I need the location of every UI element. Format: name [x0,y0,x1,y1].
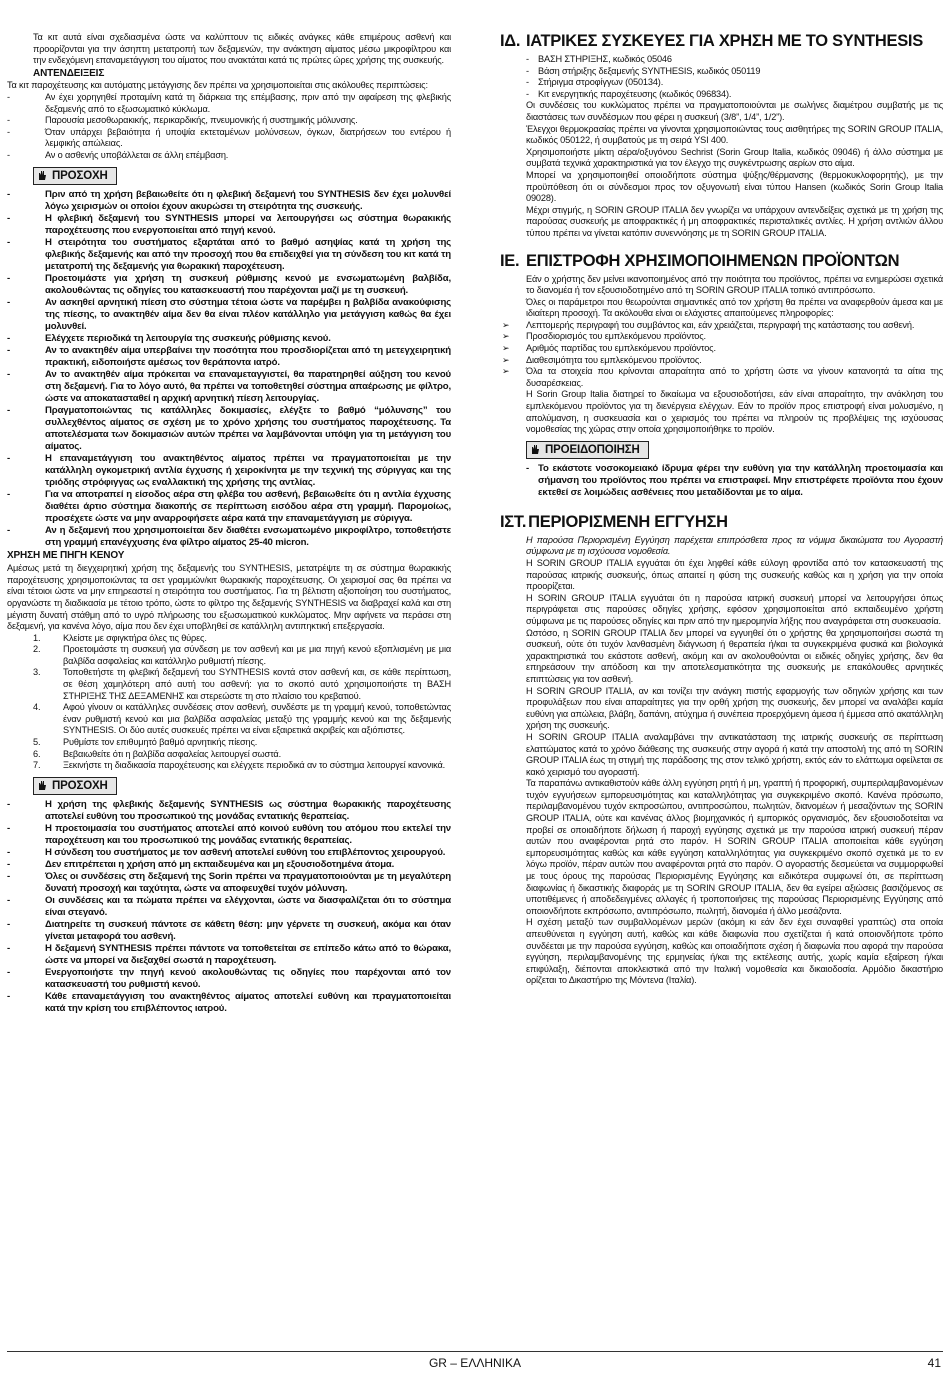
warning-item: - Η σύνδεση του συστήματος με τον ασθενή αποτελεί ευθύνη του επιβλέποντος χειρουργού. [7,846,446,858]
return-paragraph: Εάν ο χρήστης δεν μείνει ικανοποιημένος από την ποιότητα του προϊόντος, πρέπει να ενημερώσει σχετικά το διανομέα ή τον εξουσιοδοτημένο από τη SORIN GROUP ITALIA τοπικό αντιπρόσωπο. [526,273,943,296]
warning-badge [33,777,117,795]
left-column [7,32,451,1015]
warning-item: - Η δεξαμενή SYNTHESIS πρέπει πάντοτε να τοποθετείται σε επίπεδο κάτω από το θώρακα, ώστε να μπορεί να διεξαχθεί σωστά η παροχέτευση. [7,942,451,966]
hand-icon [531,444,540,455]
device-item: - ΒΑΣΗ ΣΤΗΡΙΞΗΣ, κωδικός 05046 [526,54,672,64]
step-item: 7. Ξεκινήστε τη διαδικασία παροχέτευσης και ελέγχετε περιοδικά αν το σύστημα λειτουργεί κανονικά. [33,760,446,771]
step-item: 1. Κλείστε με σφιγκτήρα όλες τις θύρες. [33,632,207,643]
footer-language: GR – ΕΛΛΗΝΙΚΑ [428,1356,522,1370]
warning-label: ΠΡΟΣΟΧΗ [52,779,108,792]
return-info-list [500,320,943,390]
contraindication-item: - Παρουσία μεσοθωρακικής, περικαρδικής, πνευμονικής ή συστημικής μόλυνσης. [7,115,358,126]
hand-icon [38,780,47,791]
return-info-item: ➢ Όλα τα στοιχεία που κρίνονται απαραίτητα από το χρήστη ώστε να γίνουν κατανοητά τα αίτια της δυσαρέσκειας. [502,366,943,388]
section-title: ΕΠΙΣΤΡΟΦΗ ΧΡΗΣΙΜΟΠΟΙΗΜΕΝΩΝ ΠΡΟΪΟΝΤΩΝ [526,251,900,270]
section-heading [500,252,943,270]
warning-item: - Ελέγχετε περιοδικά τη λειτουργία της συσκευής ρύθμισης κενού. [7,332,331,344]
warranty-intro: Η παρούσα Περιορισμένη Εγγύηση παρέχεται επιπρόσθετα προς τα νόμιμα δικαιώματα του Αγοραστή σύμφωνα με τη ισχύουσα νομοθεσία. [526,534,943,557]
warning-item: - Πριν από τη χρήση βεβαιωθείτε ότι η φλεβική δεξαμενή του SYNTHESIS δεν έχει μολυνθεί λόγω χειρισμών οι οποίοι έχουν ακυρώσει τη στειρότητα της συσκευής. [7,188,451,212]
arrow-bullet-icon: ➢ [502,343,510,354]
arrow-bullet-icon: ➢ [502,366,510,377]
intro-paragraph: Τα κιτ αυτά είναι σχεδιασμένα ώστε να καλύπτουν τις ειδικές ανάγκες κάθε επιμέρους ασθενή και προορίζονται για την άσηπτη μετατροπή των δεξαμενών, την ανάκτηση αίματος μέσω μικροφίλτρου και την ενδεχόμενη επαναμετάγγιση του αίματος που ανακτάται κατά τις πρώτες ώρες χρήσης της συσκευής. [33,32,451,66]
warning-item: - Κάθε επαναμετάγγιση του ανακτηθέντος αίματος αποτελεί ευθύνη και πραγματοποιείται κατά την κρίση του επιβλέποντος ιατρού. [7,990,451,1014]
warning-item: - Προετοιμάστε για χρήση τη συσκευή ρύθμισης κενού με ενσωματωμένη βαλβίδα, ακολουθώντας τις οδηγίες του κατασκευαστή που παρέχονται μαζί με τη συσκευή. [7,272,451,296]
devices-paragraph: Χρησιμοποιήστε μίκτη αέρα/οξυγόνου Sechrist (Sorin Group Italia, κωδικός 09046) ή άλλο σύστημα με συμβατά τεχνικά χαρακτηριστικά για τον έλεγχο της συγκέντρωσης αερίων στο αίμα. [526,146,943,169]
notice-label: ΠΡΟΕΙΔΟΠΟΙΗΣΗ [545,443,640,456]
devices-list [500,54,943,100]
warning-badge [33,167,117,185]
step-item: 6. Βεβαιωθείτε ότι η βαλβίδα ασφαλείας λειτουργεί σωστά. [33,748,281,759]
contraindication-item: - Αν ο ασθενής υποβάλλεται σε άλλη επέμβαση. [7,149,229,160]
section-heading [500,32,943,50]
devices-paragraphs [500,100,943,239]
return-paragraphs [500,274,943,320]
section-title: ΠΕΡΙΟΡΙΣΜΕΝΗ ΕΓΓΥΗΣΗ [528,512,728,531]
notice-badge [526,441,649,459]
return-paragraph: Όλες οι παράμετροι που θεωρούνται σημαντικές από τον χρήστη θα πρέπει να αναφερθούν άμεσα και με ιδιαίτερη προσοχή. Τα ακόλουθα είναι οι ελάχιστες απαιτούμενες πληροφορίες: [526,296,943,319]
step-item: 3. Τοποθετήστε τη φλεβική δεξαμενή του SYNTHESIS κοντά στον ασθενή και, σε κάθε περίπτωση, σε θέση χαμηλότερη από αυτή του ασθενή: για το σκοπό αυτό χρησιμοποιήστε τη ΒΑΣΗ ΣΤΗΡΙΞΗΣ ΤΗΣ ΔΕΞΑΜΕΝΗΣ και στερεώστε τη στο πλαίσιο του κρεβατιού. [33,667,451,701]
devices-paragraph: Οι συνδέσεις του κυκλώματος πρέπει να πραγματοποιούνται με σωλήνες διαμέτρου συμβατής με τις διαστάσεις των συνδέσμων που φέρει η συσκευή (3/8”, 1/4”, 1/2”). [526,100,943,122]
page-number: 41 [927,1356,941,1370]
warranty-paragraph: Η SORIN GROUP ITALIA εγγυάται ότι η παρούσα ιατρική συσκευή μπορεί να λειτουργήσει όπως περιγράφεται στις παρούσες οδηγίες χρήσης, εφόσον χρησιμοποιείται από εκπαιδευμένο χρήστη σύμφωνα με τις παρούσες οδηγίες και πριν από την ημερομηνία λήξης που αναγράφεται στη συσκευασία. [526,592,943,626]
devices-paragraph: Μπορεί να χρησιμοποιηθεί οποιοδήποτε σύστημα ψύξης/θέρμανσης (θερμοκυκλοφορητής), με την προϋπόθεση ότι οι σύνδεσμοι προς τον οξυγονωτή είναι τύπου Hansen (κωδικός Sorin Group Italia 09028). [526,169,943,204]
warning-item: - Όλες οι συνδέσεις στη δεξαμενή της Sorin πρέπει να πραγματοποιούνται με τη μεγαλύτερη δυνατή προσοχή και ταχύτητα, ώστε να αποφευχθεί τυχόν μόλυνση. [7,870,451,894]
arrow-bullet-icon: ➢ [502,354,510,365]
warranty-paragraph: Η σχέση μεταξύ των συμβαλλομένων μερών (ακόμη κι εάν δεν έχει συναφθεί γραπτώς) στα οποία απευθύνεται η εγγύηση αυτή, καθώς και κάθε διαφωνία που σχετίζεται ή κατά οποιονδήποτε τρόπο συνδέεται με την παρούσα εγγύηση, καθώς και οποιαδήποτε σχέση ή διαφωνία που αφορά την παρούσα εγγύηση, περιλαμβανομένης της ερμηνείας ή/και της εκτέλεσης αυτής, χωρίς καμία εξαίρεση ή/και επιφύλαξη, διέπονται αποκλειστικά από την Ιταλική νομοθεσία και δικαιοδοσία. Αρμόδιο δικαστήριο ορίζεται το Δικαστήριο της Μόντενα (Ιταλία). [526,917,943,986]
warning-list [7,189,451,549]
device-item: - Βάση στήριξης δεξαμενής SYNTHESIS, κωδικός 050119 [526,65,761,76]
warranty-paragraph: Η SORIN GROUP ITALIA, αν και τονίζει την ανάγκη πιστής εφαρμογής των οδηγιών χρήσης και των προφυλάξεων που είναι απαραίτητες για την ορθή χρήση της συσκευής, δεν μπορεί να αναλάβει καμία ευθύνη για απώλεια, βλάβη, δαπάνη, ατύχημα ή συνέπεια προερχόμενη άμεσα ή έμμεσα από ακατάλληλη χρήση της συσκευής. [526,685,943,731]
return-info-item: ➢ Διαθεσιμότητα του εμπλεκόμενου προϊόντος. [502,354,702,365]
warning-item: - Αν η δεξαμενή που χρησιμοποιείται δεν διαθέτει ενσωματωμένο μικροφίλτρο, τοποθετήστε στη γραμμή επανέγχυσης ένα φίλτρο αίματος 25-40 micron. [7,524,451,548]
section-number: ΙΔ. [500,32,521,50]
warning-item: - Αν το ανακτηθέν αίμα υπερβαίνει την ποσότητα που προσδιορίζεται από τη μετεγχειρητική πρακτική, ειδοποιήστε αμέσως τον θεράποντα ιατρό. [7,344,451,368]
warning-item: - Πραγματοποιώντας τις κατάλληλες δοκιμασίες, ελέγξτε το βαθμό “μόλυνσης” του συλλεχθέντος αίματος σε σχέση με το χρόνο χρήσης του συστήματος παροχέτευσης. Τα αποτελέσματα των δοκιμασιών αυτών πρέπει να λαμβάνονται υπόψη για τη μετάγγιση του αίματος. [7,404,451,452]
section-number: ΙΕ. [500,251,520,270]
warranty-paragraph: Η SORIN GROUP ITALIA αναλαμβάνει την αντικατάσταση της ιατρικής συσκευής σε περίπτωση ελαττώματος κατά το χρόνο διάθεσης της συσκευής στην αγορά ή κατά την αποστολή της από τη SORIN GROUP ITALIA έως τη στιγμή της παράδοσης της στον τελικό χρήστη, εκτός εάν το ελάττωμα οφείλεται σε κακό χειρισμό του αγοραστή. [526,731,943,777]
warning-label: ΠΡΟΣΟΧΗ [52,169,108,182]
warning-item: - Δεν επιτρέπεται η χρήση από μη εκπαιδευμένα και μη εξουσιοδοτημένα άτομα. [7,858,395,870]
notice-item: - Το εκάστοτε νοσοκομειακό ίδρυμα φέρει την ευθύνη για την κατάλληλη προετοιμασία και σήμανση του προϊόντος που πρέπει να επιστραφεί. Μην επιστρέφετε προϊόντα που έχουν εκτεθεί σε λοιμώδεις ασθένειες που μεταδίδονται με το αίμα. [526,462,943,498]
devices-paragraph: Μέχρι στιγμής, η SORIN GROUP ITALIA δεν γνωρίζει να υπάρχουν αντενδείξεις σχετικά με τη χρήση της παρούσας συσκευής με αποφρακτικές ή μη αποφρακτικές περισταλτικές αντλίες. Η χρήση αντλιών άλλου τύπου πρέπει να γίνεται κατόπιν συνεννόησης με τη SORIN GROUP ITALIA. [526,204,943,238]
step-item: 4. Αφού γίνουν οι κατάλληλες συνδέσεις στον ασθενή, συνδέστε με τη γραμμή κενού, τοποθετώντας έναν ρυθμιστή κενού και μια βαλβίδα ασφαλείας μεταξύ της γραμμής κενού και της δεξαμενής SYNTHESIS. Οι δύο αυτές συσκευές πρέπει να είναι εξαιρετικά ακριβείς και αξιόπιστες. [33,702,451,736]
hand-icon [38,170,47,181]
step-item: 5. Ρυθμίστε τον επιθυμητό βαθμό αρνητικής πίεσης. [33,737,258,748]
warning-item: - Η προετοιμασία του συστήματος αποτελεί από κοινού ευθύνη του ατόμου που εκτελεί την παροχέτευση και του προσωπικού της μονάδας εντατικής θεραπείας. [7,822,451,846]
arrow-bullet-icon: ➢ [502,319,510,330]
right-column [500,32,943,987]
warning-item: - Ενεργοποιήστε την πηγή κενού ακολουθώντας τις οδηγίες που παρέχονται από τον κατασκευαστή του ρυθμιστή κενού. [7,966,451,990]
section-title: ΙΑΤΡΙΚΕΣ ΣΥΣΚΕΥΕΣ ΓΙΑ ΧΡΗΣΗ ΜΕ ΤΟ SYNTHESIS [526,32,923,50]
step-item: 2. Προετοιμάστε τη συσκευή για σύνδεση με τον ασθενή και με μια πηγή κενού εξοπλισμένη με μια βαλβίδα ασφαλείας και κατάλληλο ρυθμιστή πίεσης. [33,644,451,666]
warranty-paragraphs [500,558,943,987]
return-info-item: ➢ Λεπτομερής περιγραφή του συμβάντος και, εάν χρειάζεται, περιγραφή της κατάστασης του ασθενή. [502,319,915,330]
warning-item: - Η χρήση της φλεβικής δεξαμενής SYNTHESIS ως σύστημα θωρακικής παροχέτευσης αποτελεί ευθύνη του προσωπικού της μονάδας εντατικής θεραπείας. [7,798,451,822]
section-heading [500,513,943,531]
steps-list [7,633,451,772]
contraindications-text: Τα κιτ παροχέτευσης και αυτόματης μετάγγισης δεν πρέπει να χρησιμοποιείται στις ακόλουθες περιπτώσεις: [7,80,428,91]
devices-paragraph: Έλεγχοι θερμοκρασίας πρέπει να γίνονται χρησιμοποιώντας τους αισθητήρες της SORIN GROUP ITALIA, κωδικός 050122, ή συμβατούς με τη σειρά YSI 400. [526,123,943,146]
device-item: - Κιτ ενεργητικής παροχέτευσης (κωδικός 096834). [526,88,732,99]
warranty-paragraph: Ωστόσο, η SORIN GROUP ITALIA δεν μπορεί να εγγυηθεί ότι ο χρήστης θα χρησιμοποιήσει σωστά τη συσκευή, ούτε ότι τυχόν λανθασμένη διάγνωση ή θεραπεία ή/και τα συγκεκριμένα φυσικά και βιολογικά χαρακτηριστικά του εκάστοτε ασθενή, ακόμη και αν ακολουθούνται οι ειδικές οδηγίες χρήσης, δεν θα επηρεάσουν την απόδοση και την αποτελεσματικότητα της συσκευής με επακόλουθες αρνητικές επιπτώσεις για τον ασθενή. [526,627,943,684]
contraindication-item: - Αν έχει χορηγηθεί προταμίνη κατά τη διάρκεια της επέμβασης, πριν από την αφαίρεση της φλεβικής δεξαμενής από το εξωσωματικό κύκλωμα. [7,91,451,114]
warning-item: - Οι συνδέσεις και τα πώματα πρέπει να ελέγχονται, ώστε να διασφαλίζεται ότι το σύστημα είναι στεγανό. [7,894,451,918]
section-number: ΙΣΤ. [500,512,527,531]
warning-item: - Αν ασκηθεί αρνητική πίεση στο σύστημα τέτοια ώστε να παρέμβει η βαλβίδα ανακούφισης της πίεσης, το ανακτηθέν αίμα δεν θα είναι πλέον κατάλληλο για μετάγγιση καθώς θα έχει μολυνθεί. [7,296,451,332]
return-tail-paragraph: Η Sorin Group Italia διατηρεί το δικαίωμα να εξουσιοδοτήσει, εάν είναι απαραίτητο, την ανάκληση του εμπλεκόμενου προϊόντος για τη διενέργεια ελέγχων. Εάν το προϊόν προς επιστροφή είναι μολυσμένο, η απολύμανση, η συσκευασία και ο χειρισμός του πρέπει να πληρούν τις προβλέψεις της ισχύουσας νομοθεσίας της χώρας στην οποία χρησιμοποιήθηκε το προϊόν. [526,389,943,435]
arrow-bullet-icon: ➢ [502,331,510,342]
return-info-item: ➢ Αριθμός παρτίδας του εμπλεκόμενου προϊόντος. [502,343,716,354]
device-item: - Στήριγμα στροφίγγων (050134). [526,77,664,88]
vacuum-paragraph: Αμέσως μετά τη διεγχειρητική χρήση της δεξαμενής του SYNTHESIS, μετατρέψτε τη σε σύστημα θωρακικής παροχέτευσης χρησιμοποιώντας τα σετ γραμμών/κιτ θωρακικής παροχέτευσης. Οι χειρισμοί σας θα πρέπει να είναι τέτοιοι ώστε να μην επηρεαστεί η στειρότητα του συστήματος. Για τη βέλτιστη αξιοποίηση του συστήματος, οργανώστε τη διαδικασία με τέτοιο τρόπο, ώστε το φίλτρο της δεξαμενής SYNTHESIS να διαβραχεί καλά και στη μέγιστη δυνατή στάθμη από το υγρό πλήρωσης του εξωσωματικού κυκλώματος. Μην αφήνετε να περάσει στη δεξαμενή, για κανένα λόγο, αίμα που δεν έχει υποβληθεί σε κατάλληλη αντιπηκτική επεξεργασία. [7,563,451,632]
warning-item: - Για να αποτραπεί η είσοδος αέρα στη φλέβα του ασθενή, βεβαιωθείτε ότι η αντλία έγχυσης διαθέτει άρτιο σύστημα διακοπής σε περίπτωση εισόδου αέρα στη γραμμή. Παρομοίως, προσέχετε ώστε να μην αναρροφήσετε αέρα κατά την επαναμετάγγιση με σύριγγα. [7,488,451,524]
warning-item: - Η επαναμετάγγιση του ανακτηθέντος αίματος πρέπει να πραγματοποιείται με την κατάλληλη ογκομετρική αντλία έγχυσης ή χειροκίνητα με την τεχνική της σύριγγας και της τριόδης στρόφιγγας ως εναλλακτική της χρήσης της αντλίας. [7,452,451,488]
warning-item: - Η στειρότητα του συστήματος εξαρτάται από το βαθμό ασηψίας κατά τη χρήση της φλεβικής δεξαμενής και από την προσοχή που θα επιδειχθεί για τη σύνδεση του κιτ κατά τη μετατροπή της δεξαμενής για θωρακική παροχέτευση. [7,236,451,272]
warning-item: - Η φλεβική δεξαμενή του SYNTHESIS μπορεί να λειτουργήσει ως σύστημα θωρακικής παροχέτευσης που ενεργοποιείται από πηγή κενού. [7,212,451,236]
page-footer [7,1351,943,1370]
warning-item: - Αν το ανακτηθέν αίμα πρόκειται να επαναμεταγγιστεί, θα παρατηρηθεί αύξηση του κενού στη δεξαμενή. Για το λόγο αυτό, θα πρέπει να τοποθετηθεί σύστημα απαέρωσης με φίλτρο, ώστε να αποκατασταθεί η αρχική αρνητική πίεση λειτουργίας. [7,368,451,404]
vacuum-heading: ΧΡΗΣΗ ΜΕ ΠΗΓΗ ΚΕΝΟΥ [7,549,125,561]
warranty-paragraph: Τα παραπάνω αντικαθιστούν κάθε άλλη εγγύηση ρητή ή μη, γραπτή ή προφορική, συμπεριλαμβανομένων τυχόν εγγυήσεων εμπορευσιμότητας και καταλληλότητας για συγκεκριμένο σκοπό. Κανένα πρόσωπο, περιλαμβανομένου τυχόν εκπροσώπου, αντιπροσώπου, πωλητών, διανομέων ή μεσαζόντων της SORIN GROUP ITALIA, ούτε και κανένας άλλος βιομηχανικός ή εμπορικός οργανισμός, δεν εξουσιοδοτείται να προβεί σε οποιαδήποτε δήλωση ή παροχή εγγύησης σχετικά με την παρούσα ιατρική συσκευή πέραν αυτών που αναφέρονται ρητά στο παρόν. Η SORIN GROUP ITALIA αποποιείται κάθε εγγύηση εμπορευσιμότητας καθώς και κάθε εγγύηση καταλληλότητας για συγκεκριμένο σκοπό σχετικά με το εν λόγω προϊόν, πέραν αυτών που αναφέρονται ρητά στο παρόν. Ο αγοραστής δεσμεύεται να συμμορφωθεί με τους όρους της παρούσας Περιορισμένης Εγγύησης και ειδικότερα συμφωνεί ότι, σε περίπτωση διαφωνίας ή δικαστικής διαφοράς με τη SORIN GROUP ITALIA, δεν θα εγείρει αξιώσεις βασιζόμενος σε υποτιθέμενες ή αποδεδειγμένες αλλαγές ή τροποποιήσεις της παρούσας Περιορισμένης Εγγύησης από οποιονδήποτε εκπρόσωπο, αντιπρόσωπο, πωλητή, διανομέα ή άλλο μεσάζοντα. [526,778,943,916]
contraindications-list [7,92,451,162]
contraindication-item: - Όταν υπάρχει βεβαιότητα ή υποψία εκτεταμένων μολύνσεων, όγκων, διατρήσεων του εντέρου ή λεμφικής απώλειας. [7,126,451,149]
warning-list [7,799,451,1015]
contraindications-heading: ΑΝΤΕΝΔΕΙΞΕΙΣ [33,67,105,79]
warranty-paragraph: Η SORIN GROUP ITALIA εγγυάται ότι έχει ληφθεί κάθε εύλογη φροντίδα από τον κατασκευαστή της παρούσας ιατρικής συσκευής, όπως απαιτεί η φύση της συσκευής καθώς και η χρήση για την οποία προορίζεται. [526,558,943,592]
return-info-item: ➢ Προσδιορισμός του εμπλεκόμενου προϊόντος. [502,331,706,342]
warning-item: - Διατηρείτε τη συσκευή πάντοτε σε κάθετη θέση: μην γέρνετε τη συσκευή, ακόμα και όταν γίνεται μεταφορά του ασθενή. [7,918,451,942]
